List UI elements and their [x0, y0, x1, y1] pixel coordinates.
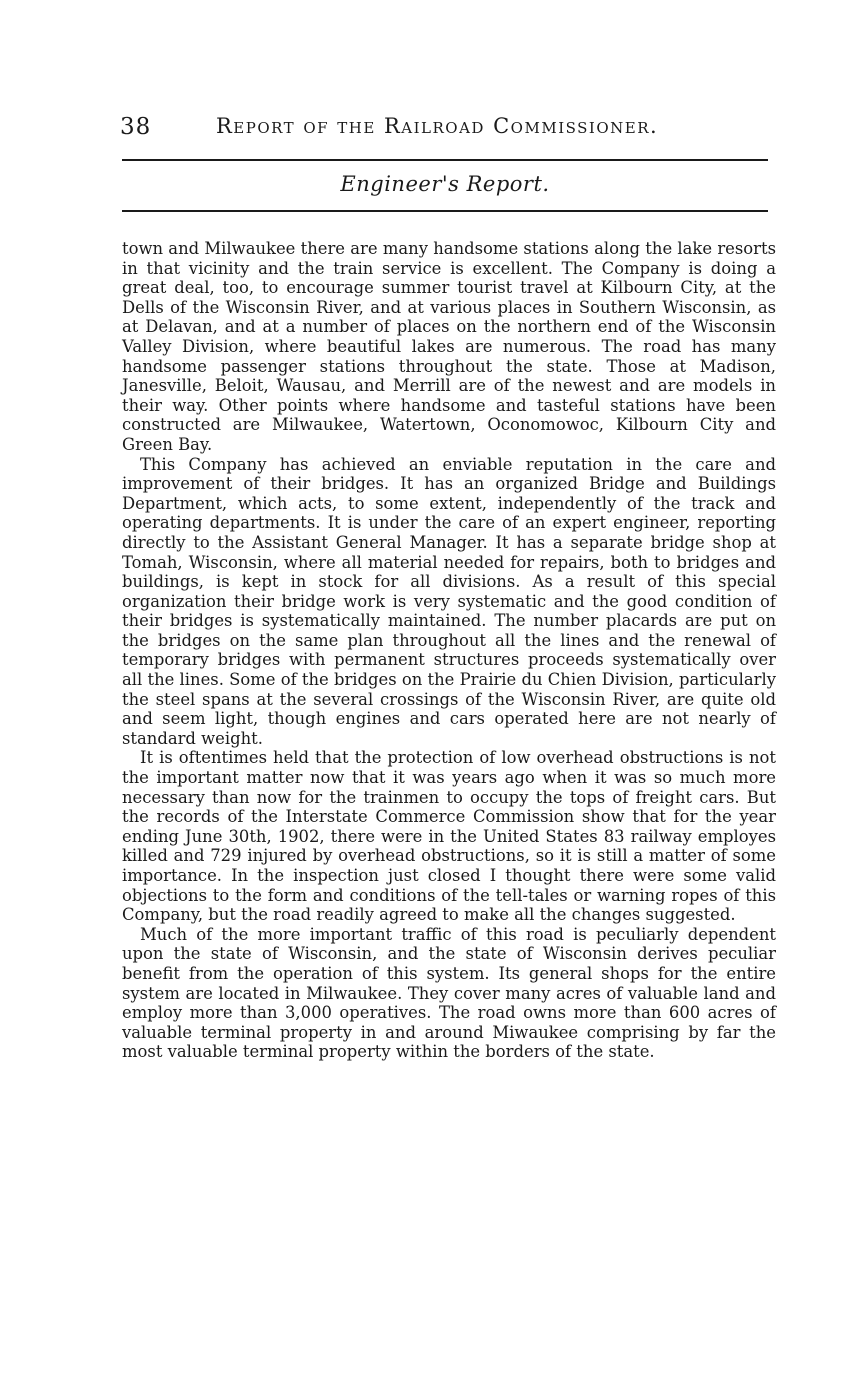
paragraph: This Company has achieved an enviable reputation in the care and improvement of their bridges. It has an organized Bridge and Buildings Department, which acts, to some extent, independently of the track and operating departments. It is under the care of an expert engineer, reporting directly to the Assistant General Manager. It has a separate bridge shop at Tomah, Wisconsin, where all material needed for repairs, both to bridges and buildings, is kept in stock for all divisions. As a result of this special organization their bridge work is very systematic and the good condition of their bridges is systematically maintained. The number placards are put on the bridges on the same plan throughout all the lines and the renewal of temporary bridges with permanent structures proceeds systematically over all the lines. Some of the bridges on the Prairie du Chien Division, particularly the steel spans at the several crossings of the Wisconsin River, are quite old and seem light, though engines and cars operated here are not nearly of standard weight.: [122, 454, 776, 748]
section-title: Engineer's Report.: [340, 172, 550, 196]
body-text: [122, 239, 776, 1062]
running-title: Report of the Railroad Commissioner.: [216, 114, 659, 138]
page-number: 38: [120, 114, 152, 140]
page-header: [120, 108, 768, 148]
header-rule-bottom: [122, 210, 768, 212]
paragraph: Much of the more important traffic of this road is peculiarly dependent upon the state of Wisconsin, and the state of Wisconsin derives peculiar benefit from the operation of this system. Its general shops for the entire system are located in Milwaukee. They cover many acres of valuable land and employ more than 3,000 operatives. The road owns more than 600 acres of valuable terminal property in and around Miwaukee comprising by far the most valuable terminal property within the borders of the state.: [122, 924, 776, 1062]
paragraph: It is oftentimes held that the protection of low overhead obstructions is not the important matter now that it was years ago when it was so much more necessary than now for the trainmen to occupy the tops of freight cars. But the records of the Interstate Commerce Commission show that for the year ending June 30th, 1902, there were in the United States 83 railway employes killed and 729 injured by overhead obstructions, so it is still a matter of some importance. In the inspection just closed I thought there were some valid objections to the form and conditions of the tell-tales or warning ropes of this Company, but the road readily agreed to make all the changes suggested.: [122, 748, 776, 925]
header-rule-top: [122, 159, 768, 161]
paragraph: town and Milwaukee there are many handsome stations along the lake resorts in that vicinity and the train service is excellent. The Company is doing a great deal, too, to encourage summer tourist travel at Kilbourn City, at the Dells of the Wisconsin River, and at various places in Southern Wisconsin, as at Delavan, and at a number of places on the northern end of the Wisconsin Valley Division, where beautiful lakes are numerous. The road has many handsome passenger stations throughout the state. Those at Madison, Janesville, Beloit, Wausau, and Merrill are of the newest and are models in their way. Other points where handsome and tasteful stations have been constructed are Milwaukee, Watertown, Oconomowoc, Kilbourn City and Green Bay.: [122, 239, 776, 454]
